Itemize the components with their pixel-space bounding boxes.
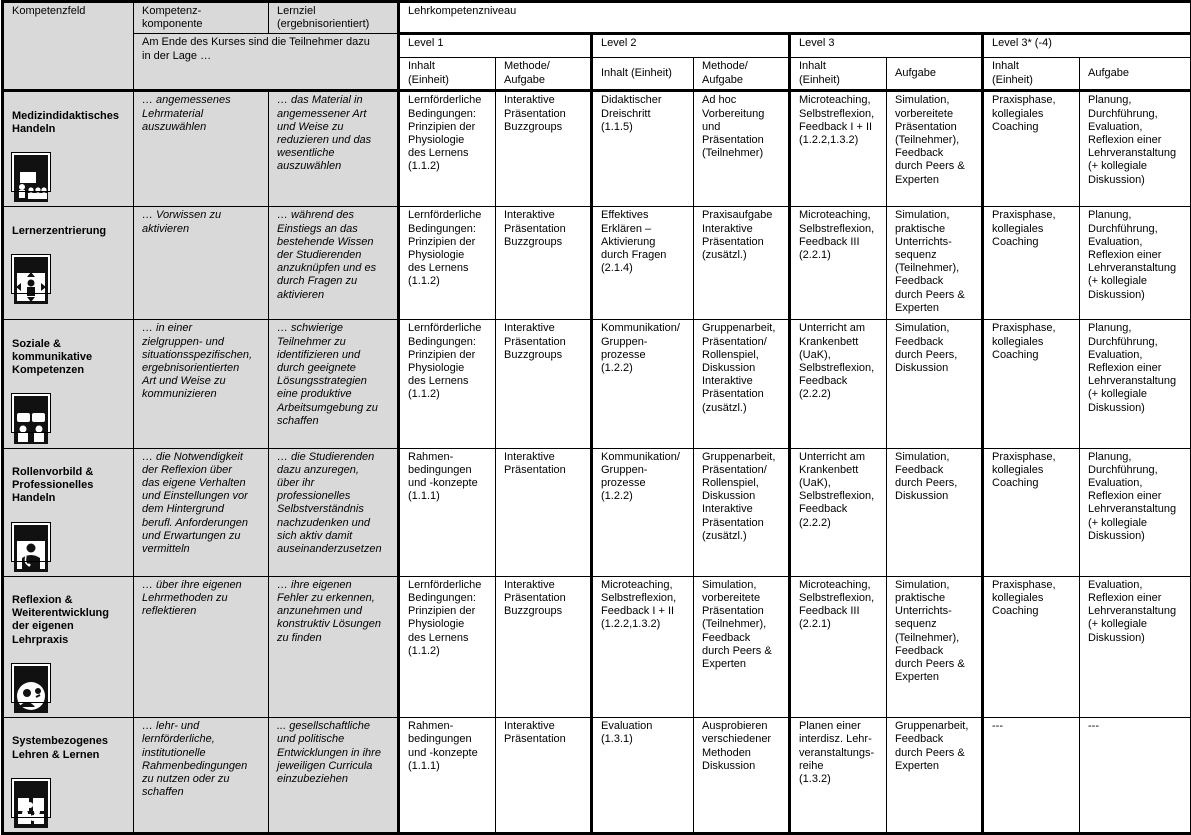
l3-aufgabe-cell: Gruppenarbeit, Feedback durch Peers & Experten [887,718,983,834]
kompetenzfeld-name: Medizindidaktisches Handeln [12,110,127,136]
komponente-cell: … über ihre eigenen Lehrmethoden zu reflektieren [134,576,269,717]
doctor-role-model-icon [12,523,50,561]
subcol-l3-aufgabe: Aufgabe [887,58,983,91]
l2-methode-cell: Ad hoc Vorbereitung und Präsentation (Teilnehmer) [694,91,790,207]
l3star-aufgabe-cell: Planung, Durchführung, Evaluation, Reflexion einer Lehrveranstaltung (+ kollegiale Diskussion) [1080,320,1191,448]
l3star-inhalt-cell: --- [983,718,1080,834]
l2-inhalt-cell: Evaluation (1.3.1) [592,718,694,834]
kompetenzfeld-name: Systembezogenes Lehren & Lernen [12,735,127,761]
puzzle-pieces-icon [12,779,50,817]
l2-inhalt-cell: Didaktischer Dreischritt (1.1.5) [592,91,694,207]
lernziel-cell: … ihre eigenen Fehler zu erkennen, anzunehmen und konstruktiv Lösungen zu finden [269,576,399,717]
l3-inhalt-cell: Microteaching, Selbstreflexion, Feedback III (2.2.1) [790,576,887,717]
kompetenzfeld-cell [3,718,134,834]
header-intro: Am Ende des Kurses sind die Teilnehmer dazu in der Lage … [134,34,399,91]
teacher-with-audience-icon [12,153,50,191]
l1-inhalt-cell: Rahmen- bedingungen und -konzepte (1.1.1) [399,718,496,834]
kompetenzfeld-cell [3,576,134,717]
header-kompetenzkomponente: Kompetenz- komponente [134,2,269,34]
komponente-cell: … angemessenes Lehrmaterial auszuwählen [134,91,269,207]
lernziel-cell: … die Studierenden dazu anzuregen, über ihr professionelles Selbstverständnis nachzudenken und sich aktiv damit auseinanderzusetzen [269,448,399,576]
subcol-l2-inhalt: Inhalt (Einheit) [592,58,694,91]
level-2-header: Level 2 [592,34,790,58]
speech-bubbles-icon [12,394,50,432]
subcol-l3star-inhalt: Inhalt (Einheit) [983,58,1080,91]
learner-center-arrows-icon [12,255,50,293]
l2-methode-cell: Gruppenarbeit, Präsentation/ Rollenspiel, Diskussion Interaktive Präsentation (zusätzl.) [694,448,790,576]
subcol-l1-methode: Methode/ Aufgabe [496,58,592,91]
table-row [3,91,1191,207]
l3star-aufgabe-cell: Evaluation, Reflexion einer Lehrveranstaltung (+ kollegiale Diskussion) [1080,576,1191,717]
l3star-inhalt-cell: Praxisphase, kollegiales Coaching [983,448,1080,576]
komponente-cell: … die Notwendigkeit der Reflexion über das eigene Verhalten und Einstellungen vor dem Hintergrund berufl. Anforderungen und Erwartungen zu vermitteln [134,448,269,576]
lernziel-cell: … das Material in angemessener Art und Weise zu reduzieren und das wesentliche auszuwählen [269,91,399,207]
level-1-header: Level 1 [399,34,592,58]
l3-aufgabe-cell: Simulation, praktische Unterrichts- sequenz (Teilnehmer), Feedback durch Peers & Experten [887,576,983,717]
subcol-l3star-aufgabe: Aufgabe [1080,58,1191,91]
l3-aufgabe-cell: Simulation, Feedback durch Peers, Diskussion [887,448,983,576]
table-row [3,320,1191,448]
komponente-cell: … Vorwissen zu aktivieren [134,207,269,320]
komponente-cell: … in einer zielgruppen- und situationsspezifischen, ergebnisorientierten Art und Weise zu kommunizieren [134,320,269,448]
header-kompetenzfeld: Kompetenzfeld [3,2,134,91]
l1-methode-cell: Interaktive Präsentation [496,718,592,834]
l3star-aufgabe-cell: Planung, Durchführung, Evaluation, Reflexion einer Lehrveranstaltung (+ kollegiale Diskussion) [1080,448,1191,576]
kompetenzfeld-cell [3,448,134,576]
l3-inhalt-cell: Planen einer interdisz. Lehr- veranstaltungs- reihe (1.3.2) [790,718,887,834]
table-row [3,207,1191,320]
l3-inhalt-cell: Microteaching, Selbstreflexion, Feedback III (2.2.1) [790,207,887,320]
l3-aufgabe-cell: Simulation, vorbereitete Präsentation (Teilnehmer), Feedback durch Peers & Experten [887,91,983,207]
l3star-inhalt-cell: Praxisphase, kollegiales Coaching [983,207,1080,320]
level-3star-header: Level 3* (-4) [983,34,1191,58]
l2-methode-cell: Ausprobieren verschiedener Methoden Diskussion [694,718,790,834]
kompetenzfeld-name: Rollenvorbild & Professionelles Handeln [12,466,127,506]
l2-inhalt-cell: Kommunikation/ Gruppen- prozesse (1.2.2) [592,448,694,576]
l1-inhalt-cell: Lernförderliche Bedingungen: Prinzipien der Physiologie des Lernens (1.1.2) [399,207,496,320]
header-lernziel: Lernziel (ergebnisorientiert) [269,2,399,34]
lernziel-cell: ... gesellschaftliche und politische Entwicklungen in ihre jeweiligen Curricula einzubeziehen [269,718,399,834]
kompetenzfeld-name: Soziale & kommunikative Kompetenzen [12,338,127,378]
table-row [3,448,1191,576]
table-row [3,576,1191,717]
l3star-aufgabe-cell: Planung, Durchführung, Evaluation, Reflexion einer Lehrveranstaltung (+ kollegiale Diskussion) [1080,91,1191,207]
subcol-l1-inhalt: Inhalt (Einheit) [399,58,496,91]
kompetenzfeld-cell [3,320,134,448]
l3star-aufgabe-cell: Planung, Durchführung, Evaluation, Reflexion einer Lehrveranstaltung (+ kollegiale Diskussion) [1080,207,1191,320]
self-reflection-icon [12,664,50,702]
kompetenzfeld-name: Lernerzentrierung [12,225,127,238]
l1-inhalt-cell: Lernförderliche Bedingungen: Prinzipien der Physiologie des Lernens (1.1.2) [399,320,496,448]
kompetenzfeld-cell [3,91,134,207]
lernziel-cell: … während des Einstiegs an das bestehende Wissen der Studierenden anzuknüpfen und es durch Fragen zu aktivieren [269,207,399,320]
header-lehrkompetenzniveau: Lehrkompetenzniveau [399,2,1191,34]
l3-inhalt-cell: Unterricht am Krankenbett (UaK), Selbstreflexion, Feedback (2.2.2) [790,320,887,448]
kompetenzfeld-name: Reflexion & Weiterentwicklung der eigenen Lehrpraxis [12,594,127,647]
table-row [3,718,1191,834]
subcol-l3-inhalt: Inhalt (Einheit) [790,58,887,91]
l3-aufgabe-cell: Simulation, Feedback durch Peers, Diskussion [887,320,983,448]
l1-inhalt-cell: Lernförderliche Bedingungen: Prinzipien der Physiologie des Lernens (1.1.2) [399,91,496,207]
l2-methode-cell: Praxisaufgabe Interaktive Präsentation (zusätzl.) [694,207,790,320]
l2-inhalt-cell: Kommunikation/ Gruppen- prozesse (1.2.2) [592,320,694,448]
l2-inhalt-cell: Microteaching, Selbstreflexion, Feedback I + II (1.2.2,1.3.2) [592,576,694,717]
l1-methode-cell: Interaktive Präsentation Buzzgroups [496,576,592,717]
komponente-cell: … lehr- und lernförderliche, institutionelle Rahmenbedingungen zu nutzen oder zu schaffen [134,718,269,834]
l3star-inhalt-cell: Praxisphase, kollegiales Coaching [983,320,1080,448]
l3star-aufgabe-cell: --- [1080,718,1191,834]
l3-aufgabe-cell: Simulation, praktische Unterrichts- sequenz (Teilnehmer), Feedback durch Peers & Experten [887,207,983,320]
l3star-inhalt-cell: Praxisphase, kollegiales Coaching [983,576,1080,717]
l2-inhalt-cell: Effektives Erklären – Aktivierung durch Fragen (2.1.4) [592,207,694,320]
l3star-inhalt-cell: Praxisphase, kollegiales Coaching [983,91,1080,207]
l1-inhalt-cell: Lernförderliche Bedingungen: Prinzipien der Physiologie des Lernens (1.1.2) [399,576,496,717]
lernziel-cell: … schwierige Teilnehmer zu identifizieren und durch geeignete Lösungsstrategien eine produktive Arbeitsumgebung zu schaffen [269,320,399,448]
l2-methode-cell: Gruppenarbeit, Präsentation/ Rollenspiel, Diskussion Interaktive Präsentation (zusätzl.) [694,320,790,448]
l3-inhalt-cell: Microteaching, Selbstreflexion, Feedback I + II (1.2.2,1.3.2) [790,91,887,207]
l1-methode-cell: Interaktive Präsentation Buzzgroups [496,91,592,207]
l3-inhalt-cell: Unterricht am Krankenbett (UaK), Selbstreflexion, Feedback (2.2.2) [790,448,887,576]
l2-methode-cell: Simulation, vorbereitete Präsentation (Teilnehmer), Feedback durch Peers & Experten [694,576,790,717]
l1-methode-cell: Interaktive Präsentation Buzzgroups [496,320,592,448]
kompetenzfeld-cell [3,207,134,320]
l1-inhalt-cell: Rahmen- bedingungen und -konzepte (1.1.1) [399,448,496,576]
competency-table [1,0,1191,835]
level-3-header: Level 3 [790,34,983,58]
l1-methode-cell: Interaktive Präsentation Buzzgroups [496,207,592,320]
subcol-l2-methode: Methode/ Aufgabe [694,58,790,91]
l1-methode-cell: Interaktive Präsentation [496,448,592,576]
